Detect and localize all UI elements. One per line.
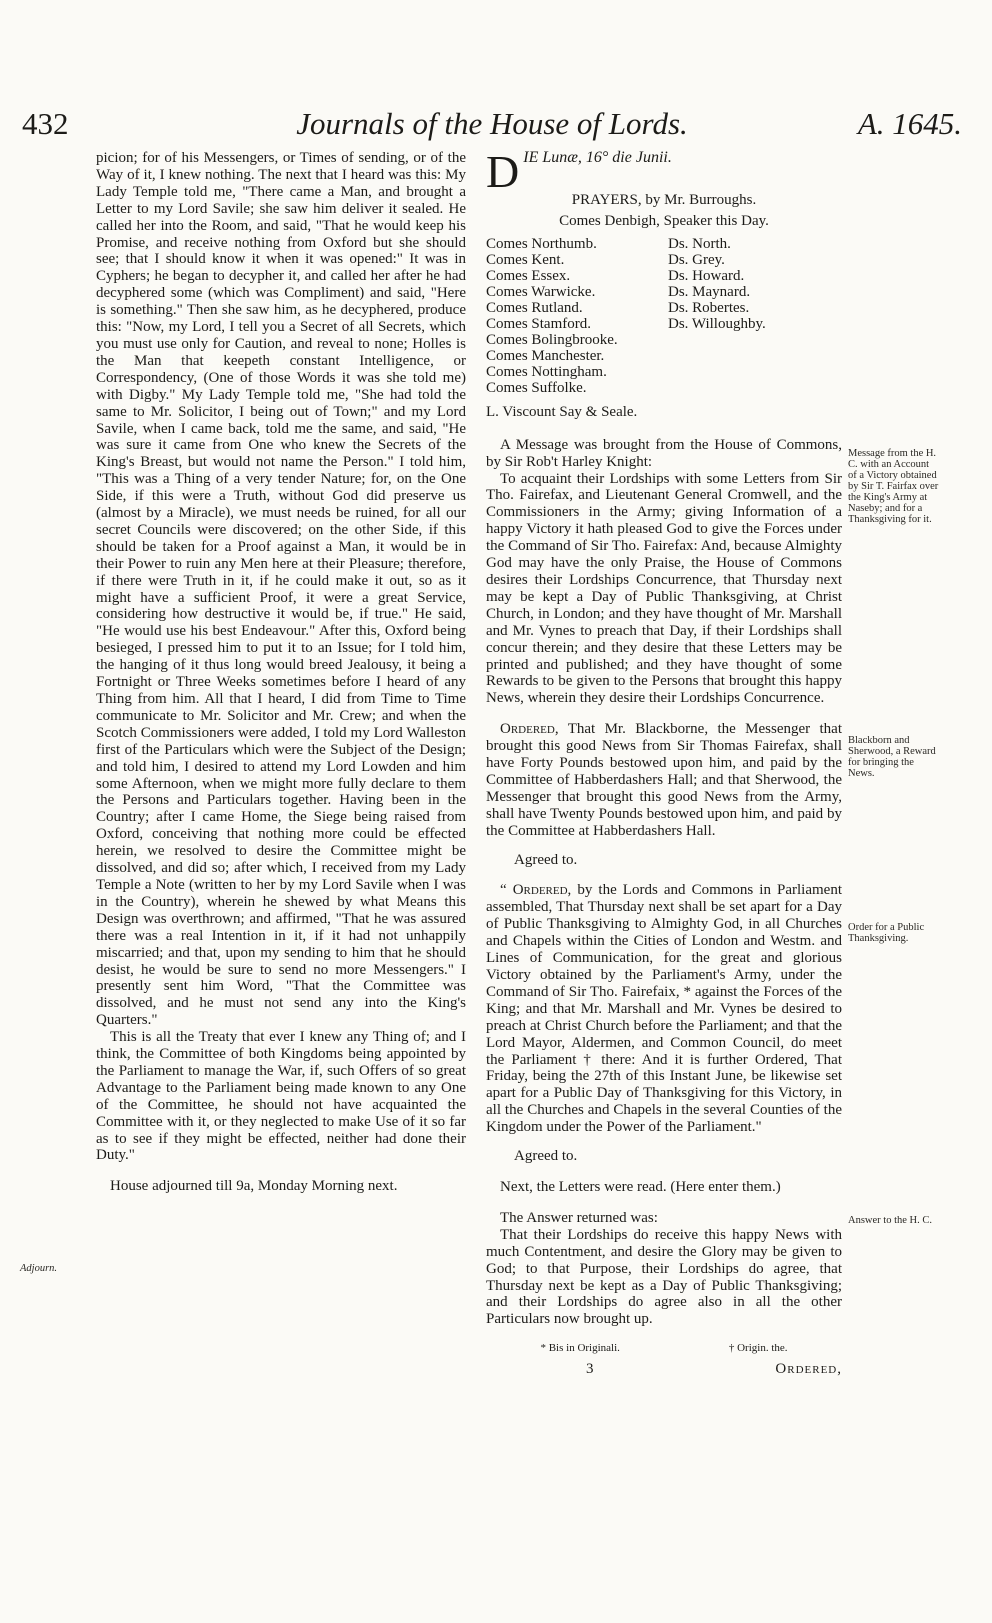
footnote-1: * Bis in Originali. [540,1342,620,1355]
answer-paragraph: That their Lordships do receive this happy News with much Contentment, and desire the Glory may be given to God; to that Purpose, their Lordships do agree, that Thursday next be kept as a Day of Public Thanksgiving; and their Lordships do agree also in all the other Particulars now brought up. [486,1226,842,1328]
drop-cap: D [486,146,520,197]
catchword: Ordered, [775,1361,842,1378]
peer-entry: Comes Kent. [486,251,565,268]
peer-entry: Ds. Willoughby. [668,315,766,332]
day-heading [486,146,842,197]
page-header [22,106,962,146]
message-paragraph-1: A Message was brought from the House of Commons, by Sir Rob't Harley Knight: [486,436,842,470]
day-line: IE Lunæ, 16° die Junii. [523,149,672,166]
right-column [486,146,842,1378]
answer-intro: The Answer returned was: [500,1209,658,1226]
ordered-text: That Mr. Blackborne, the Messenger that brought this good News from Sir Thomas Fairefax, shall have Forty Pounds bestowed upon him, and paid by the Committee of Habberdashers Hall; and that Sherwood, the Messenger that brought this good News from the Army, shall have Twenty Pounds bestowed upon him, and paid by the Committee at Habberdashers Hall. [486,721,842,839]
footnote-2: † Origin. the. [728,1342,788,1355]
testimony-paragraph-2 [96,1029,466,1164]
left-column [96,150,466,1195]
letters-read-line: Next, the Letters were read. (Here enter them.) [500,1178,781,1195]
testimony-paragraph-2-text: This is all the Treaty that ever I knew any Thing of; and I think, the Committee of both Kingdoms being appointed by the Parliament to manage the War, if, such Offers of so great Advantage to the Parliament being made known to any One of the Committee, he should not have acquainted the Committee with it, or they neglected to make Use of it so far as to see if they might be effected, neither had done their Duty." [96,1029,466,1164]
peer-entry: Ds. Howard. [668,267,745,284]
order-word: Ordered, [512,882,572,899]
peer-entry: Ds. Grey. [668,251,725,268]
speaker-line: Comes Denbigh, Speaker this Day. [559,212,769,229]
peer-entry: Comes Northumb. [486,235,597,252]
testimony-paragraph-1: picion; for of his Messengers, or Times of sending, or of the Way of it, I knew nothing. The next that I heard was this: My Lady Temple told me, "There came a Man, and brought a Letter to my Lord Savile; she saw him deliver it sealed. He called her into the Room, and said, "That he would keep his Promise, and receive nothing from Oxford but she should see; that I should know it when it was opened:" It was in Cyphers; he began to decypher it, and called her after he had decyphered some (which was Compliment) and said, "Here is something." Then she saw him, as he decyphered, produce this: "Now, my Lord, I tell you a Secret of all Secrets, which you must use only for Caution, and reveal to none; Holles is the Man that keepeth constant Intelligence, or Correspondency, (One of those Words it was she told me) with Digby." My Lady Temple told me, "She had told the same to Mr. Solicitor, I being out of Town;" and my Lord Savile, when I came back, told me the same, and said, "He was sure it came from One who knew the Secrets of the King's Breast, but would not name the Person." I told him, "This was a Thing of a very tender Nature; for, on the One Side, if this were a Truth, without God did preserve us (almost by a Miracle), we must needs be ruined, for all our secret Councils were discovered; on the other Side, if this should be taken for a Proof against a Man, it would be in their Power to ruin any Men here at their Pleasure; therefore, if there were Truth in it, if he could make it out, so as it might have a sufficient Proof, it were a great Service, considering how destructive it would be, if true." He said, "He would use his best Endeavour." After this, Oxford being besieged, I pressed him to put it to an Issue; for I told him, the hanging of it thus long would breed Jealousy, it being a Fortnight or Three Weeks sometimes before I heard of any Thing from him. All that I heard, I did from Time to Time communicate to Mr. Solicitor and Mr. Crew; and when the Scotch Commissioners were added, I told my Lord Walleston first of the Particulars which were the Subject of the Design; and told him, I desired to attend my Lord Lowden and him some Afternoon, when we might more fully declare to them the Persons and Particulars together. Having been in the Country; after I came Home, the Siege being raised from Oxford, conceiving that nothing more could be effected herein, we resolved to desire the Committee might be dissolved, and did so; after which, I received from my Lady Temple a Note (written to her by my Lord Savile when I was in the Country), wherein he shewed by what Means this Design was overthrown; and affirmed, "That he was assured there was a real Intention in it, if it had not unhappily miscarried; and that, upon my sending to him that he should desist, he would be sure to send no more Messengers." I presently sent him Word, "That the Committee was dissolved, and he must not send any into the King's Quarters." [96,150,466,1029]
peer-entry: Comes Rutland. [486,299,583,316]
thanksgiving-order-paragraph [486,882,842,1136]
margin-note-answer: Answer to the H. C. [848,1215,932,1226]
year-heading: A. 1645. [857,106,962,141]
peers-list-earls [486,236,668,396]
prayers-line: PRAYERS, by Mr. Burroughs. [571,192,757,208]
signature-mark: 3 [586,1361,594,1378]
ordered-paragraph [486,721,842,839]
margin-note-adjourn: Adjourn. [20,1263,58,1274]
page-footer [486,1361,842,1378]
peer-entry: Comes Suffolke. [486,379,587,396]
ordered-word: Ordered, [500,721,559,738]
agreed-line-2: Agreed to. [514,1148,578,1165]
peer-entry: Comes Stamford. [486,315,591,332]
peer-entry: Comes Bolingbrooke. [486,331,618,348]
viscount-line: L. Viscount Say & Seale. [486,403,638,420]
margin-note-thanksgiving: Order for a Public Thanksgiving. [848,922,925,944]
adjournment-line: House adjourned till 9a, Monday Morning next. [110,1178,398,1195]
page-number: 432 [22,106,69,141]
footnotes [486,1340,842,1357]
margin-note-message: Message from the H. C. with an Account of a Victory obtained by Sir T. Fairfax over the King's Army at Naseby; and for a Thanksgiving for it. [848,448,939,525]
peer-entry: Comes Warwicke. [486,283,596,300]
peer-entry: Ds. Robertes. [668,299,750,316]
peer-entry: Ds. Maynard. [668,283,751,300]
peers-list-barons [668,236,766,396]
order-text: by the Lords and Commons in Parliament assembled, That Thursday next shall be set apart for a Day of Public Thanksgiving to Almighty God, in all Churches and Chapels within the Cities of London and Westm. and Lines of Communication, for the great and glorious Victory obtained by the Parliament's Army, under the Command of Sir Tho. Fairefaix, * against the Forces of the King; and that Mr. Marshall and Mr. Vynes be desired to preach at Christ Church before the Parliament; and that the Lord Mayor, Aldermen, and Common Council, do meet the Parliament † there: And it is further Ordered, That Friday, being the 27th of this Instant June, be likewise set apart for a Public Day of Thanksgiving for this Victory, in all the Churches and Chapels in the several Counties of the Kingdom under the Power of the Parliament." [486,882,842,1136]
peer-entry: Comes Manchester. [486,347,605,364]
peer-entry: Comes Nottingham. [486,363,607,380]
margin-note-reward: Blackborn and Sherwood, a Reward for bringing the News. [848,735,936,779]
peer-entry: Comes Essex. [486,267,571,284]
peer-entry: Ds. North. [668,235,731,252]
agreed-line: Agreed to. [514,851,578,868]
message-paragraph-2: To acquaint their Lordships with some Letters from Sir Tho. Fairefax, and Lieutenant General Cromwell, and the Commissioners in the Army; giving Information of a happy Victory it hath pleased God to give the Forces under the Command of Sir Tho. Fairefax: And, because Almighty God may have the only Praise, the House of Commons desires their Lordships Concurrence, that Thursday next may be kept a Day of Public Thanksgiving, at Christ Church, in London; and they have thought of Mr. Marshall and Mr. Vynes to preach that Day, if their Lordships shall concur therein; and they desire that these Letters may be printed and published; and they have thought of some Rewards to be given to the Persons that brought this happy News, wherein they desire their Lordships Concurrence. [486,470,842,707]
peers-present [486,236,842,396]
journal-title: Journals of the House of Lords. [296,106,688,141]
